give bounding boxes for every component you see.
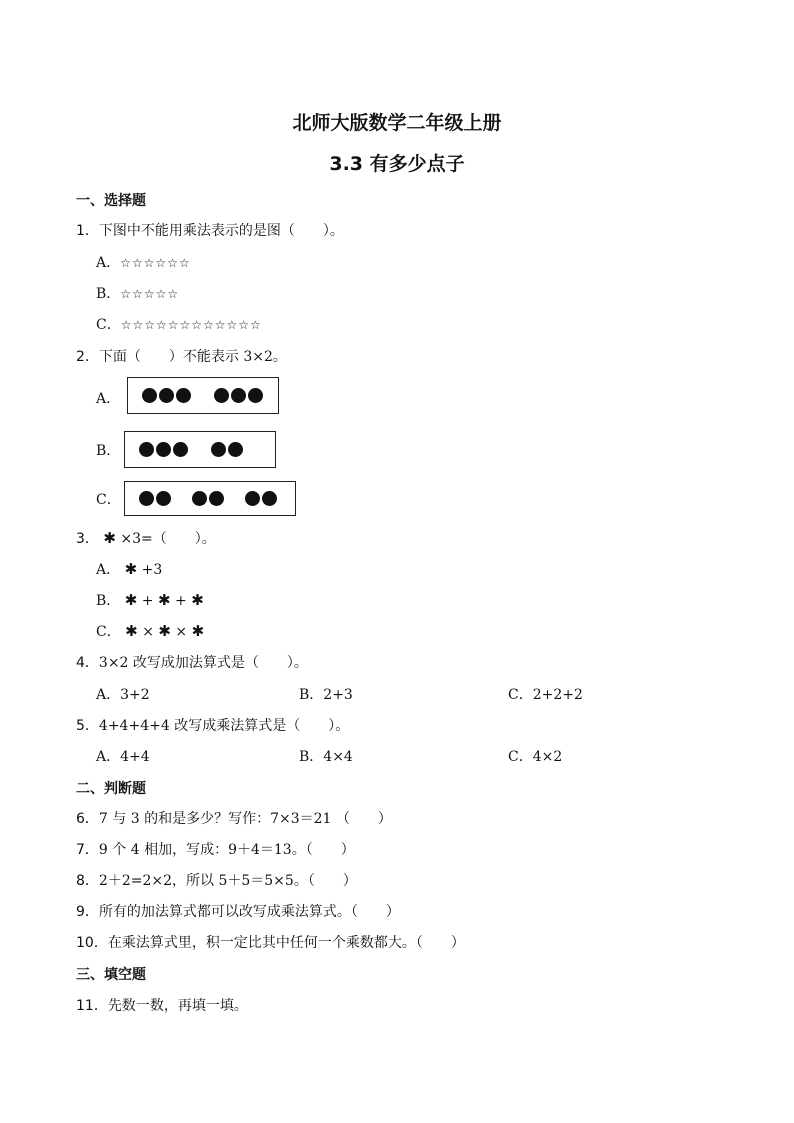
question-4 bbox=[76, 652, 308, 672]
question-text: 先数一数，再填一填。 bbox=[107, 998, 248, 1014]
option-label: B． bbox=[96, 286, 121, 302]
q5-option-a[interactable]: A．4+4 bbox=[96, 749, 150, 765]
dot bbox=[142, 388, 157, 403]
q1-option-c[interactable] bbox=[96, 314, 262, 334]
dot bbox=[156, 491, 171, 506]
question-text: 所有的加法算式都可以改写成乘法算式。（ ） bbox=[98, 904, 400, 920]
section-heading-fill: 三、填空题 bbox=[76, 967, 146, 983]
dot bbox=[139, 442, 154, 457]
star-icon: ✱ bbox=[103, 529, 116, 547]
star-icon: ✱ bbox=[125, 622, 138, 640]
q1-option-a[interactable] bbox=[96, 252, 191, 272]
question-8[interactable] bbox=[76, 870, 357, 890]
question-9[interactable] bbox=[76, 901, 400, 921]
question-3 bbox=[76, 528, 216, 548]
question-text: 3×2 改写成加法算式是（ ）。 bbox=[98, 655, 308, 671]
q3-option-b[interactable] bbox=[96, 590, 204, 610]
option-label: A． bbox=[96, 255, 121, 271]
dot bbox=[231, 388, 246, 403]
q4-option-b[interactable]: B．2+3 bbox=[299, 687, 353, 703]
question-text: 2＋2=2×2，所以 5＋5＝5×5。（ ） bbox=[98, 873, 357, 889]
q5-option-b[interactable]: B．4×4 bbox=[299, 749, 353, 765]
dot bbox=[192, 491, 207, 506]
question-text: 7 与 3 的和是多少？写作：7×3＝21 （ ） bbox=[98, 811, 392, 827]
dot bbox=[173, 442, 188, 457]
star-icon: ✱ bbox=[157, 591, 171, 609]
dot bbox=[262, 491, 277, 506]
star-icon: ✱ bbox=[158, 622, 171, 640]
question-number: 9． bbox=[76, 904, 99, 920]
question-number: 10． bbox=[76, 935, 108, 951]
question-10[interactable] bbox=[76, 932, 465, 952]
q3-option-a[interactable] bbox=[96, 559, 162, 579]
dot bbox=[214, 388, 229, 403]
question-6[interactable] bbox=[76, 808, 392, 828]
question-number: 1． bbox=[76, 223, 99, 239]
q2-option-c-label[interactable]: C． bbox=[96, 492, 121, 508]
dot bbox=[245, 491, 260, 506]
question-number: 3． bbox=[76, 531, 99, 547]
question-text: 4+4+4+4 改写成乘法算式是（ ）。 bbox=[98, 718, 350, 734]
times-sign: × bbox=[175, 624, 188, 640]
dot bbox=[139, 491, 154, 506]
option-label: C． bbox=[96, 317, 121, 333]
question-number: 11． bbox=[76, 998, 108, 1014]
q1-option-b[interactable] bbox=[96, 283, 179, 303]
question-text: 下图中不能用乘法表示的是图（ ）。 bbox=[98, 223, 344, 239]
question-number: 6． bbox=[76, 811, 99, 827]
dot bbox=[176, 388, 191, 403]
q2-option-b-label[interactable]: B． bbox=[96, 443, 121, 459]
plus-sign: + bbox=[141, 593, 154, 609]
question-number: 8． bbox=[76, 873, 99, 889]
question-number: 7． bbox=[76, 842, 99, 858]
star-icon: ✱ bbox=[191, 622, 205, 640]
option-label: C． bbox=[96, 624, 121, 640]
q4-option-c[interactable]: C．2+2+2 bbox=[508, 687, 583, 703]
option-label: A． bbox=[96, 562, 121, 578]
page-subtitle: 3.3 有多少点子 bbox=[329, 153, 465, 175]
star-icon: ✱ bbox=[191, 591, 204, 609]
star-icon: ✱ bbox=[124, 560, 138, 578]
q2-option-b-dots[interactable] bbox=[124, 431, 276, 468]
dot bbox=[228, 442, 243, 457]
question-text: 在乘法算式里，积一定比其中任何一个乘数都大。（ ） bbox=[107, 935, 465, 951]
q2-option-a-label[interactable]: A． bbox=[96, 391, 121, 407]
dot bbox=[211, 442, 226, 457]
times-sign: × bbox=[142, 624, 154, 640]
q3-option-c[interactable] bbox=[96, 621, 204, 641]
option-label: B． bbox=[96, 593, 121, 609]
star-row: ☆☆☆☆☆☆ bbox=[120, 256, 191, 270]
question-11 bbox=[76, 995, 248, 1015]
question-text: ×3=（ ）。 bbox=[120, 531, 216, 547]
section-heading-judge: 二、判断题 bbox=[76, 781, 146, 797]
star-icon: ✱ bbox=[124, 591, 138, 609]
dot bbox=[248, 388, 263, 403]
plus-sign: + bbox=[175, 593, 187, 609]
question-7[interactable] bbox=[76, 839, 355, 859]
dot bbox=[156, 442, 171, 457]
question-2 bbox=[76, 346, 287, 366]
star-row: ☆☆☆☆☆☆☆☆☆☆☆☆ bbox=[120, 318, 262, 332]
star-row: ☆☆☆☆☆ bbox=[120, 287, 180, 301]
question-number: 5． bbox=[76, 718, 99, 734]
dot bbox=[159, 388, 174, 403]
section-heading-choice: 一、选择题 bbox=[76, 193, 146, 209]
q2-option-a-dots[interactable] bbox=[127, 377, 279, 414]
question-1 bbox=[76, 220, 344, 240]
question-text: 下面（ ）不能表示 3×2。 bbox=[98, 349, 287, 365]
q2-option-c-dots[interactable] bbox=[124, 481, 296, 516]
dot bbox=[209, 491, 224, 506]
question-number: 4． bbox=[76, 655, 99, 671]
question-5 bbox=[76, 715, 349, 735]
q4-option-a[interactable]: A．3+2 bbox=[96, 687, 150, 703]
option-text: +3 bbox=[141, 562, 163, 578]
q5-option-c[interactable]: C．4×2 bbox=[508, 749, 563, 765]
page-title: 北师大版数学二年级上册 bbox=[292, 112, 502, 134]
question-number: 2． bbox=[76, 349, 99, 365]
question-text: 9 个 4 相加，写成：9＋4＝13。（ ） bbox=[98, 842, 355, 858]
